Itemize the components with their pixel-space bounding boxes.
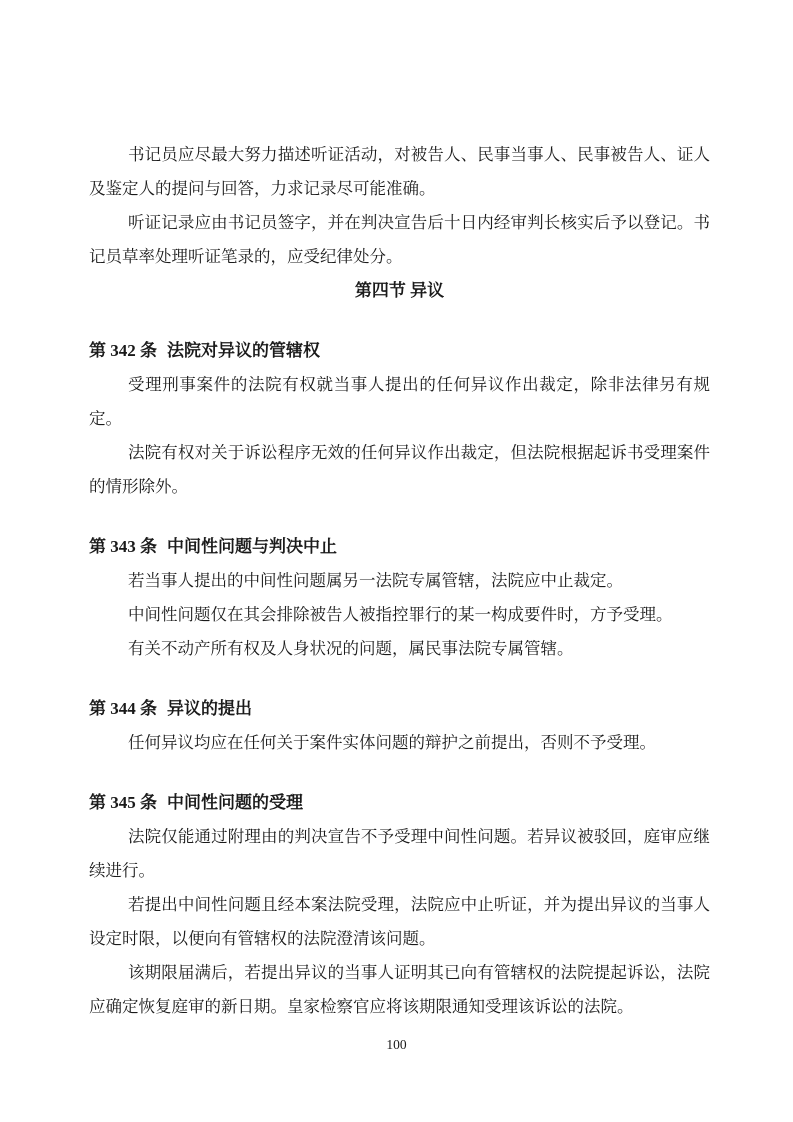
article-title: 中间性问题与判决中止 [167, 537, 337, 556]
article-title: 异议的提出 [167, 699, 252, 718]
article-number: 第 342 条 [89, 341, 157, 360]
article-342-paragraph-2: 法院有权对关于诉讼程序无效的任何异议作出裁定，但法院根据起诉书受理案件的情形除外。 [89, 443, 710, 496]
article-heading-342 [89, 334, 710, 368]
article-title: 法院对异议的管辖权 [167, 341, 320, 360]
article-344-paragraph-1: 任何异议均应在任何关于案件实体问题的辩护之前提出，否则不予受理。 [128, 733, 656, 752]
article-345-paragraph-1: 法院仅能通过附理由的判决宣告不予受理中间性问题。若异议被驳回，庭审应继续进行。 [89, 827, 710, 880]
page-number: 100 [386, 1037, 407, 1052]
article-title: 中间性问题的受理 [167, 793, 303, 812]
article-343-paragraph-1: 若当事人提出的中间性问题属另一法院专属管辖，法院应中止裁定。 [128, 571, 623, 590]
article-heading-345 [89, 786, 710, 820]
article-number: 第 344 条 [89, 699, 157, 718]
article-number: 第 343 条 [89, 537, 157, 556]
article-343-paragraph-3: 有关不动产所有权及人身状况的问题，属民事法院专属管辖。 [128, 639, 574, 658]
page-footer [0, 1036, 793, 1054]
article-heading-344 [89, 692, 710, 726]
intro-paragraph-2: 听证记录应由书记员签字，并在判决宣告后十日内经审判长核实后予以登记。书记员草率处理听证笔录的，应受纪律处分。 [89, 213, 710, 266]
intro-paragraph-1: 书记员应尽最大努力描述听证活动，对被告人、民事当事人、民事被告人、证人及鉴定人的提问与回答，力求记录尽可能准确。 [89, 145, 710, 198]
article-342-paragraph-1: 受理刑事案件的法院有权就当事人提出的任何异议作出裁定，除非法律另有规定。 [89, 375, 710, 428]
article-heading-343 [89, 530, 710, 564]
article-345-paragraph-3: 该期限届满后，若提出异议的当事人证明其已向有管辖权的法院提起诉讼，法院应确定恢复庭审的新日期。皇家检察官应将该期限通知受理该诉讼的法院。 [89, 963, 710, 1016]
section-heading: 第四节 异议 [354, 281, 445, 300]
article-345-paragraph-2: 若提出中间性问题且经本案法院受理，法院应中止听证，并为提出异议的当事人设定时限，以便向有管辖权的法院澄清该问题。 [89, 895, 710, 948]
article-343-paragraph-2: 中间性问题仅在其会排除被告人被指控罪行的某一构成要件时，方予受理。 [128, 605, 673, 624]
article-number: 第 345 条 [89, 793, 157, 812]
